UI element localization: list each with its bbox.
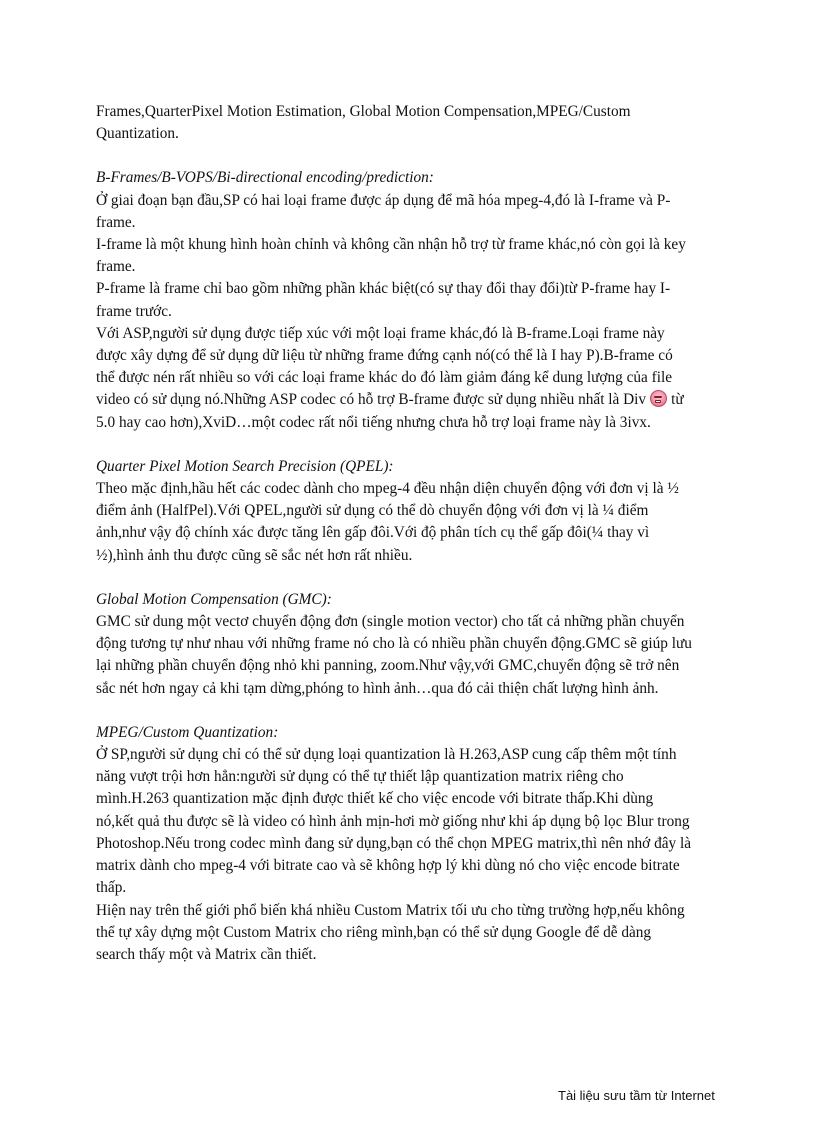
body-line: nó,kết quả thu được sẽ là video có hình ảnh mịn-hơi mờ giống như khi áp dụng bộ lọc Blur trong <box>96 812 690 830</box>
body-line: matrix dành cho mpeg-4 với bitrate cao và sẽ không hợp lý khi dùng nó cho việc encode bitrate <box>96 857 680 875</box>
body-line: được xây dựng để sử dụng dữ liệu từ những frame đứng cạnh nó(có thể là I hay P).B-frame có <box>96 347 673 365</box>
body-line: điểm ảnh (HalfPel).Với QPEL,người sử dụng có thể dò chuyển động với đơn vị là ¼ điểm <box>96 502 649 520</box>
body-line-with-emoji <box>96 389 726 411</box>
body-line: Ở SP,người sử dụng chỉ có thể sử dụng loại quantization là H.263,ASP cung cấp thêm một tính <box>96 746 677 764</box>
document-body <box>96 101 726 966</box>
body-line: thể tự xây dựng một Custom Matrix cho riêng mình,bạn có thể sử dụng Google để dễ dàng <box>96 923 652 941</box>
body-line: thấp. <box>96 879 127 897</box>
body-line: sắc nét hơn ngay cả khi tạm dừng,phóng to hình ảnh…qua đó cải thiện chất lượng hình ảnh. <box>96 679 659 697</box>
body-line: mình.H.263 quantization mặc định được thiết kế cho việc encode với bitrate thấp.Khi dùng <box>96 790 654 808</box>
section-heading-qpel: Quarter Pixel Motion Search Precision (QPEL): <box>96 457 394 475</box>
body-line: GMC sử dung một vectơ chuyển động đơn (single motion vector) cho tất cả những phần chuyển <box>96 613 685 631</box>
body-line: Ở giai đoạn bạn đầu,SP có hai loại frame được áp dụng để mã hóa mpeg-4,đó là I-frame và P- <box>96 191 671 209</box>
body-line: thể được nén rất nhiều so với các loại frame khác do đó làm giảm đáng kể dung lượng của file <box>96 369 673 387</box>
section-heading-gmc: Global Motion Compensation (GMC): <box>96 590 332 608</box>
body-line: Photoshop.Nếu trong codec mình đang sử dụng,bạn có thể chọn MPEG matrix,thì nên nhớ đây là <box>96 834 692 852</box>
body-line: Theo mặc định,hầu hết các codec dành cho mpeg-4 đều nhận diện chuyển động với đơn vị là ½ <box>96 480 679 498</box>
intro-line: Quantization. <box>96 125 179 143</box>
body-line: Hiện nay trên thế giới phổ biến khá nhiều Custom Matrix tối ưu cho từng trường hợp,nếu không <box>96 901 685 919</box>
body-line: 5.0 hay cao hơn),XviD…một codec rất nổi tiếng nhưng chưa hỗ trợ loại frame này là 3ivx. <box>96 413 651 431</box>
body-line: năng vượt trội hơn hẳn:người sử dụng có thể tự thiết lập quantization matrix riêng cho <box>96 768 624 786</box>
body-text: từ <box>671 391 684 409</box>
body-line: P-frame là frame chỉ bao gồm những phần khác biệt(có sự thay đổi thay đổi)từ P-frame hay I- <box>96 280 671 298</box>
section-heading-bframes: B-Frames/B-VOPS/Bi-directional encoding/prediction: <box>96 169 434 187</box>
body-line: search thấy một và Matrix cần thiết. <box>96 945 317 963</box>
body-text: video có sử dụng nó.Những ASP codec có hỗ trợ B-frame được sử dụng nhiều nhất là Div <box>96 391 647 409</box>
body-line: lại những phần chuyển động nhỏ khi panning, zoom.Như vậy,với GMC,chuyển động sẽ trở nên <box>96 657 680 675</box>
body-line: frame. <box>96 213 136 231</box>
intro-line: Frames,QuarterPixel Motion Estimation, Global Motion Compensation,MPEG/Custom <box>96 103 631 120</box>
body-line: I-frame là một khung hình hoàn chỉnh và không cần nhận hỗ trợ từ frame khác,nó còn gọi là key <box>96 236 686 254</box>
body-line: ½),hình ảnh thu được cũng sẽ sắc nét hơn rất nhiều. <box>96 546 413 564</box>
body-line: động tương tự như nhau với những frame nó cho là có nhiều phần chuyển động.GMC sẽ giúp lưu <box>96 635 692 653</box>
emoticon-icon <box>650 390 667 407</box>
section-heading-quantization: MPEG/Custom Quantization: <box>96 723 279 741</box>
body-line: frame. <box>96 258 136 276</box>
page-footer: Tài liệu sưu tầm từ Internet <box>558 1088 715 1103</box>
body-line: ảnh,như vậy độ chính xác được tăng lên gấp đôi.Với độ phân tích cụ thể gấp đôi(¼ thay vì <box>96 524 650 542</box>
body-line: frame trước. <box>96 302 172 320</box>
body-line: Với ASP,người sử dụng được tiếp xúc với một loại frame khác,đó là B-frame.Loại frame này <box>96 324 665 342</box>
